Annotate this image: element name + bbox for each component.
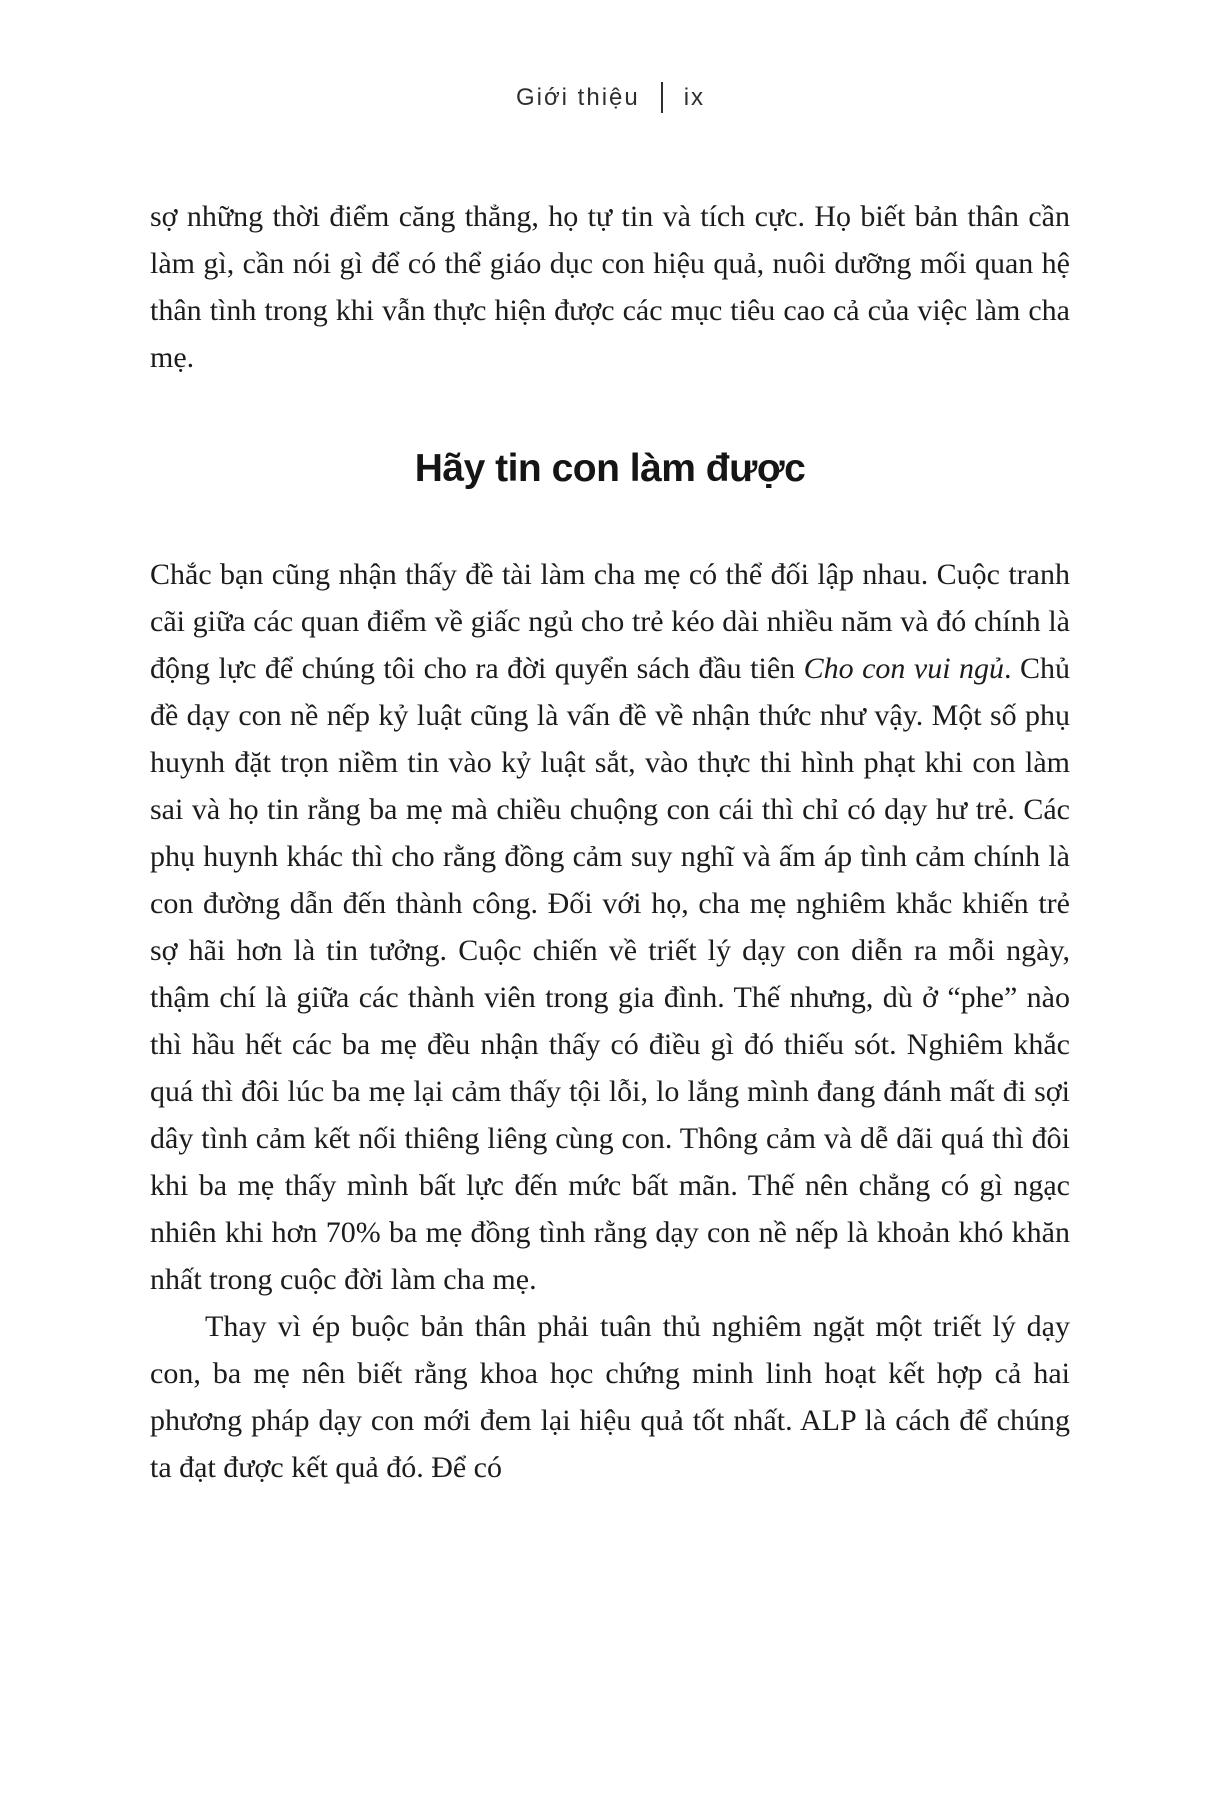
- book-title-italic: Cho con vui ngủ: [803, 652, 1005, 685]
- body-text-after-title: . Chủ đề dạy con nề nếp kỷ luật cũng là vấn đề về nhận thức như vậy. Một số phụ huynh đặt trọn niềm tin vào kỷ luật sắt, vào thực thi hình phạt khi con làm sai và họ tin rằng ba mẹ mà chiều chuộng con cái thì chỉ có dạy hư trẻ. Các phụ huynh khác thì cho rằng đồng cảm suy nghĩ và ấm áp tình cảm chính là con đường dẫn đến thành công. Đối với họ, cha mẹ nghiêm khắc khiến trẻ sợ hãi hơn là tin tưởng. Cuộc chiến về triết lý dạy con diễn ra mỗi ngày, thậm chí là giữa các thành viên trong gia đình. Thế nhưng, dù ở “phe” nào thì hầu hết các ba mẹ đều nhận thấy có điều gì đó thiếu sót. Nghiêm khắc quá thì đôi lúc ba mẹ lại cảm thấy tội lỗi, lo lắng mình đang đánh mất đi sợi dây tình cảm kết nối thiêng liêng cùng con. Thông cảm và dễ dãi quá thì đôi khi ba mẹ thấy mình bất lực đến mức bất mãn. Thế nên chẳng có gì ngạc nhiên khi hơn 70% ba mẹ đồng tình rằng dạy con nề nếp là khoản khó khăn nhất trong cuộc đời làm cha mẹ.: [150, 652, 1070, 1296]
- body-text-before-title: Chắc bạn cũng nhận thấy đề tài làm cha mẹ có thể đối lập nhau. Cuộc tranh cãi giữa các quan điểm về giấc ngủ cho trẻ kéo dài nhiều năm và đó chính là động lực để chúng tôi cho ra đời quyển sách đầu tiên: [150, 558, 1070, 685]
- paragraph-intro-continuation: sợ những thời điểm căng thẳng, họ tự tin và tích cực. Họ biết bản thân cần làm gì, cần nói gì để có thể giáo dục con hiệu quả, nuôi dưỡng mối quan hệ thân tình trong khi vẫn thực hiện được các mục tiêu cao cả của việc làm cha mẹ.: [150, 200, 1070, 374]
- section-heading: Hãy tin con làm được: [414, 447, 806, 490]
- page-body: [150, 193, 1070, 1491]
- running-header-section-title: Giới thiệu: [515, 84, 640, 111]
- paragraph-body: [150, 551, 1070, 1303]
- paragraph-closing: Thay vì ép buộc bản thân phải tuân thủ nghiêm ngặt một triết lý dạy con, ba mẹ nên biết rằng khoa học chứng minh linh hoạt kết hợp cả hai phương pháp dạy con mới đem lại hiệu quả tốt nhất. ALP là cách để chúng ta đạt được kết quả đó. Để có: [150, 1310, 1070, 1484]
- page-number: ix: [683, 84, 706, 111]
- header-divider-rule: [661, 82, 663, 113]
- running-header: [0, 82, 1221, 113]
